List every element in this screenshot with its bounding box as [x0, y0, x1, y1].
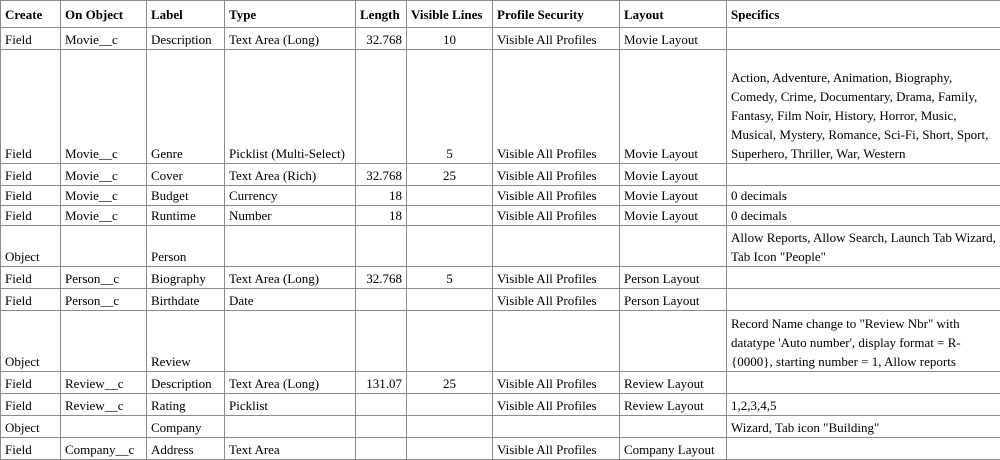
cell-label: Genre — [147, 50, 225, 164]
cell-profile-security: Visible All Profiles — [493, 289, 620, 311]
header-create: Create — [1, 1, 61, 28]
cell-type: Text Area — [225, 438, 356, 460]
cell-type: Date — [225, 289, 356, 311]
cell-create: Object — [1, 416, 61, 438]
cell-specifics — [727, 289, 1000, 311]
cell-layout: Movie Layout — [620, 186, 727, 206]
cell-profile-security: Visible All Profiles — [493, 50, 620, 164]
cell-length: 32.768 — [356, 28, 407, 50]
cell-layout: Movie Layout — [620, 50, 727, 164]
cell-label: Rating — [147, 394, 225, 416]
cell-layout: Review Layout — [620, 394, 727, 416]
cell-on-object — [61, 416, 147, 438]
cell-profile-security: Visible All Profiles — [493, 164, 620, 186]
cell-length: 131.07 — [356, 372, 407, 394]
cell-length — [356, 311, 407, 372]
cell-visible-lines — [407, 311, 493, 372]
cell-visible-lines: 10 — [407, 28, 493, 50]
cell-profile-security — [493, 226, 620, 267]
table-row — [1, 186, 1000, 206]
cell-label: Person — [147, 226, 225, 267]
header-type: Type — [225, 1, 356, 28]
table-row — [1, 416, 1000, 438]
cell-specifics — [727, 438, 1000, 460]
cell-label: Company — [147, 416, 225, 438]
cell-specifics — [727, 164, 1000, 186]
cell-create: Field — [1, 267, 61, 289]
cell-layout: Review Layout — [620, 372, 727, 394]
cell-type — [225, 226, 356, 267]
header-row — [1, 1, 1000, 28]
cell-specifics: Action, Adventure, Animation, Biography, Comedy, Crime, Documentary, Drama, Family, Fantasy, Film Noir, History, Horror, Music, Musical, Mystery, Romance, Sci-Fi, Short, Sport, Superhero, Thriller, War, Western — [727, 50, 1000, 164]
table-row — [1, 289, 1000, 311]
cell-length — [356, 226, 407, 267]
cell-visible-lines — [407, 206, 493, 226]
cell-on-object: Review__c — [61, 394, 147, 416]
cell-layout — [620, 311, 727, 372]
cell-on-object: Review__c — [61, 372, 147, 394]
cell-visible-lines — [407, 394, 493, 416]
cell-visible-lines — [407, 186, 493, 206]
cell-type: Text Area (Long) — [225, 372, 356, 394]
cell-label: Birthdate — [147, 289, 225, 311]
cell-create: Field — [1, 206, 61, 226]
table-row — [1, 394, 1000, 416]
cell-length — [356, 416, 407, 438]
header-length: Length — [356, 1, 407, 28]
cell-profile-security: Visible All Profiles — [493, 206, 620, 226]
cell-specifics: 0 decimals — [727, 186, 1000, 206]
cell-layout: Movie Layout — [620, 28, 727, 50]
cell-profile-security — [493, 311, 620, 372]
cell-on-object — [61, 226, 147, 267]
cell-specifics: Wizard, Tab icon "Building" — [727, 416, 1000, 438]
cell-specifics: 0 decimals — [727, 206, 1000, 226]
cell-specifics — [727, 372, 1000, 394]
cell-profile-security: Visible All Profiles — [493, 438, 620, 460]
cell-specifics: Allow Reports, Allow Search, Launch Tab Wizard, Tab Icon "People" — [727, 226, 1000, 267]
cell-create: Field — [1, 394, 61, 416]
cell-visible-lines — [407, 438, 493, 460]
cell-length: 32.768 — [356, 164, 407, 186]
cell-visible-lines: 25 — [407, 164, 493, 186]
cell-label: Biography — [147, 267, 225, 289]
cell-visible-lines: 5 — [407, 267, 493, 289]
cell-create: Field — [1, 50, 61, 164]
cell-type: Number — [225, 206, 356, 226]
cell-specifics — [727, 28, 1000, 50]
cell-length — [356, 50, 407, 164]
cell-specifics: Record Name change to "Review Nbr" with datatype 'Auto number', display format = R-{0000}, starting number = 1, Allow reports — [727, 311, 1000, 372]
cell-profile-security: Visible All Profiles — [493, 28, 620, 50]
cell-length — [356, 438, 407, 460]
cell-layout: Movie Layout — [620, 164, 727, 186]
cell-create: Field — [1, 289, 61, 311]
cell-on-object: Movie__c — [61, 164, 147, 186]
cell-type — [225, 311, 356, 372]
cell-profile-security: Visible All Profiles — [493, 267, 620, 289]
cell-length: 18 — [356, 206, 407, 226]
cell-on-object: Person__c — [61, 267, 147, 289]
cell-length: 32.768 — [356, 267, 407, 289]
header-specifics: Specifics — [727, 1, 1000, 28]
cell-specifics: 1,2,3,4,5 — [727, 394, 1000, 416]
cell-specifics — [727, 267, 1000, 289]
cell-create: Field — [1, 372, 61, 394]
cell-type: Picklist (Multi-Select) — [225, 50, 356, 164]
cell-type: Picklist — [225, 394, 356, 416]
cell-on-object: Movie__c — [61, 206, 147, 226]
cell-visible-lines — [407, 416, 493, 438]
cell-on-object: Movie__c — [61, 28, 147, 50]
table-row — [1, 311, 1000, 372]
cell-visible-lines: 25 — [407, 372, 493, 394]
cell-layout: Person Layout — [620, 267, 727, 289]
table-row — [1, 438, 1000, 460]
cell-on-object: Person__c — [61, 289, 147, 311]
cell-type: Currency — [225, 186, 356, 206]
header-visible-lines: Visible Lines — [407, 1, 493, 28]
cell-profile-security — [493, 416, 620, 438]
cell-layout: Person Layout — [620, 289, 727, 311]
cell-create: Field — [1, 438, 61, 460]
cell-length — [356, 394, 407, 416]
cell-profile-security: Visible All Profiles — [493, 394, 620, 416]
cell-layout: Movie Layout — [620, 206, 727, 226]
cell-layout: Company Layout — [620, 438, 727, 460]
cell-length: 18 — [356, 186, 407, 206]
cell-label: Address — [147, 438, 225, 460]
cell-label: Budget — [147, 186, 225, 206]
cell-label: Description — [147, 28, 225, 50]
cell-layout — [620, 226, 727, 267]
cell-type: Text Area (Long) — [225, 267, 356, 289]
table-row — [1, 206, 1000, 226]
cell-label: Review — [147, 311, 225, 372]
cell-create: Field — [1, 28, 61, 50]
header-label: Label — [147, 1, 225, 28]
cell-visible-lines: 5 — [407, 50, 493, 164]
cell-on-object: Movie__c — [61, 186, 147, 206]
table-row — [1, 372, 1000, 394]
cell-create: Object — [1, 311, 61, 372]
cell-on-object: Company__c — [61, 438, 147, 460]
table-row — [1, 28, 1000, 50]
cell-label: Cover — [147, 164, 225, 186]
cell-layout — [620, 416, 727, 438]
cell-create: Field — [1, 164, 61, 186]
header-layout: Layout — [620, 1, 727, 28]
table-row — [1, 267, 1000, 289]
cell-visible-lines — [407, 226, 493, 267]
table-row — [1, 164, 1000, 186]
table-body — [1, 28, 1000, 460]
cell-type: Text Area (Rich) — [225, 164, 356, 186]
table-row — [1, 226, 1000, 267]
cell-on-object: Movie__c — [61, 50, 147, 164]
cell-type: Text Area (Long) — [225, 28, 356, 50]
header-on-object: On Object — [61, 1, 147, 28]
cell-visible-lines — [407, 289, 493, 311]
cell-length — [356, 289, 407, 311]
cell-type — [225, 416, 356, 438]
table-row — [1, 50, 1000, 164]
cell-create: Field — [1, 186, 61, 206]
cell-profile-security: Visible All Profiles — [493, 372, 620, 394]
cell-label: Runtime — [147, 206, 225, 226]
cell-profile-security: Visible All Profiles — [493, 186, 620, 206]
cell-create: Object — [1, 226, 61, 267]
cell-label: Description — [147, 372, 225, 394]
cell-on-object — [61, 311, 147, 372]
header-profile-security: Profile Security — [493, 1, 620, 28]
